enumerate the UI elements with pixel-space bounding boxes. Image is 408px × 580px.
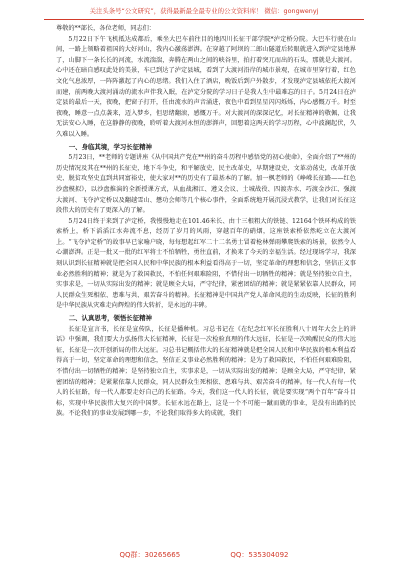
document-body [56,24,356,420]
section-2-paragraph-1: 长征是宣言书，长征是宣传队，长征是播种机。习总书记在《在纪念红军长征胜利八十周年大会上的讲话》中强调，我们要大力弘扬伟大长征精神，长征是一次检验真理的伟大远征，长征是一次唤醒民众的伟大远征，长征是一次开创新局的伟大远征。习总书记概括伟大的长征精神就是把全国人民和中华民族的根本利益看得高于一切，坚定革命的理想和信念，坚信正义事业必然胜利的精神；是为了救国救民，不怕任何艰难险阻，不惜付出一切牺牲的精神；是坚持独立自主，实事求是，一切从实际出发的精神；是顾全大局，严守纪律，紧密团结的精神；是紧紧依靠人民群众，同人民群众生死相依、患难与共、艰苦奋斗的精神。每一代人有每一代人的长征路，每一代人都要走好自己的长征路。今天，我们这一代人的长征，就是要实现“两个百年”奋斗目标，实现中华民族伟大复兴的中国梦。长征永远在路上，这是一个不可能一蹴而就的事业，是没有出路的民族。不论我们的事业发展到哪一步，不论我们取得多大的成就，我们 [56,325,356,418]
promo-banner: 关注头条号“公文研究”，获得最新最全最专业的公文资料库！ 微信：gongwenyj [89,7,319,15]
body-paragraph-1: 5月22日下午飞机抵达成都后，乘坐大巴车前往目的地四川长征干部学院*泸定桥分院。大巴车行驶在山间，一路上领略着祖国的大好河山，我内心激荡澎湃。在穿越了阿坝的二郎山隧道后转眼就进入到泸定县地界了，山脚下一条长长的河流，水流湍湍，奔腾在两山之间的峡谷里，拍打着突兀而出的石头，那就是大渡河。心中还在暗自感叹此处的美景，车已到达了泸定县城，看到了大渡河沿岸的城市景观，在城市里穿行着，红色文化气息浓厚，一阵阵激起了内心的思绪。我们入住了酒店，晚饭后到户外散步，才发现泸定县城依托大渡河而建，前两晚大渡河涌动的流水声伴我入眠，在泸定分院的学习日子是我人生中最难忘的日子。5月24日在泸定县的最后一天，夜晚，把窗子打开，任由流水的声音涌进，夜色中看到星星闪闪烁烁，内心感慨万千。时至夜晚，睡意一点点袭来，迈入梦乡，但思绪翻滚，感慨万千。对大渡河的深深记忆，对长征精神的敬佩，让我无法安心入睡，在这静静的夜晚，聆听着大渡河永恒的澎湃声，回想着这两天的学习历程，心中波澜起伏，久久难以入睡。 [56,35,356,138]
section-1-paragraph-1: 5月23日，**老师的专题讲座《从中国共产党在**州的奋斗历程中感悟党的初心使命》，全面介绍了**州的历史情况及其在**州的长征史，地下斗争史，和平解放史、民主改革史，早期建设史，文革动荡史，改革开放史、脱贫攻坚史直到共同富裕史，使大家对**的历史有了最基本的了解。加一枫老师的《峥嵘长征路——红色沙盘模拟》，以沙盘推演的全新授课方式，从血战湘江、遵义会议、土城战役、四渡赤水、巧渡金沙江、强渡大渡河、飞夺泸定桥以及翻越雪山、懋功会师等几个核心事件，全面系统地开展沉浸式教学，让我们对长征这段伟大的历史有了更深入的了解。 [56,154,356,215]
section-2-heading: 二、认真思考，领悟长征精神 [68,314,152,323]
qq-number: QQ：535304092 [230,551,289,559]
section-1-paragraph-2: 5月24日终于来到了泸定桥，我慢慢地走在101.46米长、由十三根粗大的铁链、12164个铁环构成的铁索桥上，桥下滔滔江水奔流不息，经历了岁月的风雨，穿越百年的硝烟，这座铁索桥依然屹立在大渡河上。“飞夺泸定桥”的故事早已家喻户晓，每每想起红军二十二名勇士冒着枪林弹雨攀爬铁索的场景，依然令人心潮澎湃。正是一批又一批的红军将士不怕牺牲，勇往直前，才换来了今天的幸福生活。经过现场学习，我深刻认识到长征精神就是把全国人民和中华民族的根本利益看得高于一切，坚定革命的理想和信念，坚信正义事业必然胜利的精神；就是为了救国救民，不怕任何艰难险阻，不惜付出一切牺牲的精神；就是坚持独立自主，实事求是，一切从实际出发的精神；就是顾全大局，严守纪律，紧密团结的精神；就是紧紧依靠人民群众，同人民群众生死相依、患难与共、艰苦奋斗的精神。长征精神是中国共产党人革命风范的生动反映，长征的胜利是中华民族从灾难走向辉煌的伟大转折，是永远的丰碑。 [56,217,356,310]
salutation: 尊敬的**部长，各位老师，同志们： [56,25,155,32]
qq-group-number: QQ群：30265665 [119,551,181,559]
contact-footer [0,548,408,562]
section-1-heading: 一、身临其境，学习长征精神 [68,142,152,151]
banner-divider [44,19,364,20]
